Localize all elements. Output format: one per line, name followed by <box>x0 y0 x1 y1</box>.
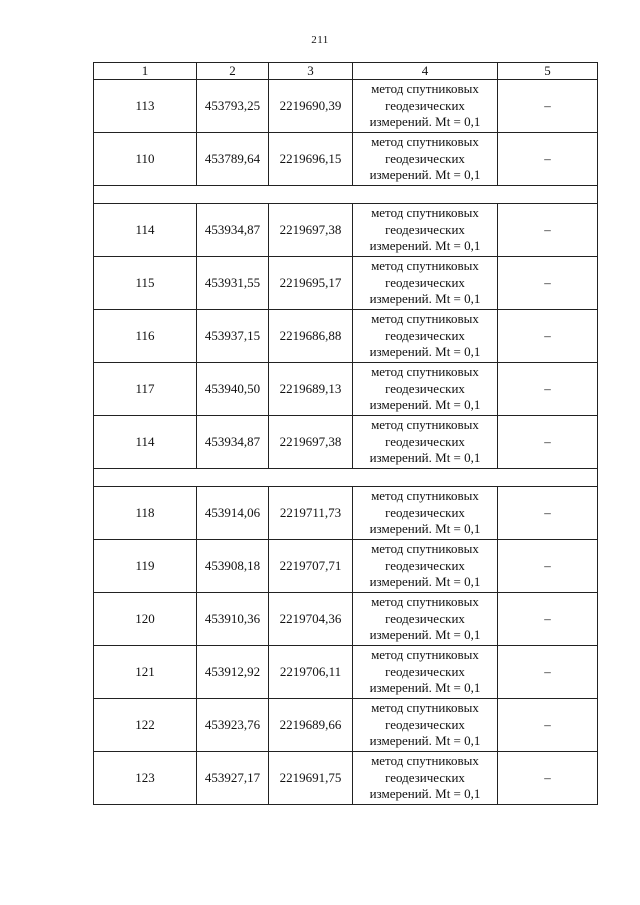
method-line: метод спутниковых <box>371 700 479 716</box>
method-cell <box>353 540 498 593</box>
method-line: метод спутниковых <box>371 311 479 327</box>
method-line: геодезических <box>385 716 465 732</box>
method-line: измерений. Mt = 0,1 <box>369 680 481 696</box>
method-line: измерений. Mt = 0,1 <box>369 238 481 254</box>
method-cell <box>353 310 498 363</box>
method-line: геодезических <box>385 433 465 449</box>
method-line: метод спутниковых <box>371 647 479 663</box>
table-row <box>94 310 598 363</box>
method-line: геодезических <box>385 221 465 237</box>
note-cell: – <box>498 257 598 310</box>
y-coordinate-cell: 2219689,66 <box>269 699 353 752</box>
group-separator-row <box>94 469 598 487</box>
table-row <box>94 363 598 416</box>
column-header-1: 1 <box>94 63 197 80</box>
method-cell <box>353 204 498 257</box>
method-cell <box>353 363 498 416</box>
y-coordinate-cell: 2219689,13 <box>269 363 353 416</box>
y-coordinate-cell: 2219706,11 <box>269 646 353 699</box>
table-row <box>94 540 598 593</box>
table-row <box>94 133 598 186</box>
method-line: геодезических <box>385 663 465 679</box>
method-line: измерений. Mt = 0,1 <box>369 344 481 360</box>
table-row <box>94 752 598 805</box>
table-row <box>94 257 598 310</box>
point-number-cell: 114 <box>94 204 197 257</box>
method-line: измерений. Mt = 0,1 <box>369 114 481 130</box>
method-line: метод спутниковых <box>371 81 479 97</box>
method-line: измерений. Mt = 0,1 <box>369 786 481 802</box>
y-coordinate-cell: 2219691,75 <box>269 752 353 805</box>
method-line: измерений. Mt = 0,1 <box>369 291 481 307</box>
point-number-cell: 115 <box>94 257 197 310</box>
group-separator-cell <box>94 186 598 204</box>
table-body <box>94 80 598 805</box>
method-line: геодезических <box>385 327 465 343</box>
point-number-cell: 121 <box>94 646 197 699</box>
note-cell: – <box>498 363 598 416</box>
method-line: метод спутниковых <box>371 541 479 557</box>
y-coordinate-cell: 2219686,88 <box>269 310 353 363</box>
method-line: измерений. Mt = 0,1 <box>369 627 481 643</box>
method-cell <box>353 752 498 805</box>
method-cell <box>353 699 498 752</box>
y-coordinate-cell: 2219711,73 <box>269 487 353 540</box>
method-line: геодезических <box>385 769 465 785</box>
point-number-cell: 110 <box>94 133 197 186</box>
x-coordinate-cell: 453923,76 <box>197 699 269 752</box>
method-line: геодезических <box>385 274 465 290</box>
method-cell <box>353 80 498 133</box>
x-coordinate-cell: 453789,64 <box>197 133 269 186</box>
y-coordinate-cell: 2219696,15 <box>269 133 353 186</box>
note-cell: – <box>498 310 598 363</box>
method-line: измерений. Mt = 0,1 <box>369 397 481 413</box>
method-line: метод спутниковых <box>371 488 479 504</box>
method-line: метод спутниковых <box>371 753 479 769</box>
point-number-cell: 123 <box>94 752 197 805</box>
coordinates-table <box>93 62 598 805</box>
method-cell <box>353 133 498 186</box>
x-coordinate-cell: 453914,06 <box>197 487 269 540</box>
method-line: геодезических <box>385 380 465 396</box>
note-cell: – <box>498 752 598 805</box>
method-line: метод спутниковых <box>371 594 479 610</box>
method-line: измерений. Mt = 0,1 <box>369 450 481 466</box>
method-cell <box>353 593 498 646</box>
x-coordinate-cell: 453934,87 <box>197 204 269 257</box>
table-row <box>94 646 598 699</box>
note-cell: – <box>498 80 598 133</box>
method-line: измерений. Mt = 0,1 <box>369 521 481 537</box>
method-line: геодезических <box>385 150 465 166</box>
x-coordinate-cell: 453931,55 <box>197 257 269 310</box>
y-coordinate-cell: 2219690,39 <box>269 80 353 133</box>
y-coordinate-cell: 2219707,71 <box>269 540 353 593</box>
point-number-cell: 113 <box>94 80 197 133</box>
method-cell <box>353 416 498 469</box>
column-header-5: 5 <box>498 63 598 80</box>
method-cell <box>353 646 498 699</box>
x-coordinate-cell: 453927,17 <box>197 752 269 805</box>
table-header-row <box>94 63 598 80</box>
table-row <box>94 593 598 646</box>
point-number-cell: 118 <box>94 487 197 540</box>
table-row <box>94 204 598 257</box>
method-cell <box>353 487 498 540</box>
point-number-cell: 120 <box>94 593 197 646</box>
page-number: 211 <box>311 34 329 46</box>
y-coordinate-cell: 2219697,38 <box>269 416 353 469</box>
group-separator-cell <box>94 469 598 487</box>
column-header-3: 3 <box>269 63 353 80</box>
point-number-cell: 114 <box>94 416 197 469</box>
table-row <box>94 416 598 469</box>
column-header-4: 4 <box>353 63 498 80</box>
group-separator-row <box>94 186 598 204</box>
method-line: метод спутниковых <box>371 258 479 274</box>
table-row <box>94 487 598 540</box>
x-coordinate-cell: 453793,25 <box>197 80 269 133</box>
method-line: метод спутниковых <box>371 205 479 221</box>
method-line: метод спутниковых <box>371 134 479 150</box>
column-header-2: 2 <box>197 63 269 80</box>
note-cell: – <box>498 133 598 186</box>
note-cell: – <box>498 204 598 257</box>
x-coordinate-cell: 453910,36 <box>197 593 269 646</box>
method-line: измерений. Mt = 0,1 <box>369 167 481 183</box>
note-cell: – <box>498 416 598 469</box>
x-coordinate-cell: 453934,87 <box>197 416 269 469</box>
point-number-cell: 122 <box>94 699 197 752</box>
note-cell: – <box>498 593 598 646</box>
method-line: измерений. Mt = 0,1 <box>369 574 481 590</box>
method-line: измерений. Mt = 0,1 <box>369 733 481 749</box>
note-cell: – <box>498 699 598 752</box>
method-line: геодезических <box>385 97 465 113</box>
method-line: геодезических <box>385 504 465 520</box>
method-line: метод спутниковых <box>371 417 479 433</box>
note-cell: – <box>498 487 598 540</box>
point-number-cell: 119 <box>94 540 197 593</box>
x-coordinate-cell: 453937,15 <box>197 310 269 363</box>
note-cell: – <box>498 540 598 593</box>
method-line: метод спутниковых <box>371 364 479 380</box>
method-line: геодезических <box>385 557 465 573</box>
y-coordinate-cell: 2219704,36 <box>269 593 353 646</box>
table-row <box>94 80 598 133</box>
point-number-cell: 117 <box>94 363 197 416</box>
note-cell: – <box>498 646 598 699</box>
y-coordinate-cell: 2219697,38 <box>269 204 353 257</box>
x-coordinate-cell: 453908,18 <box>197 540 269 593</box>
table-row <box>94 699 598 752</box>
x-coordinate-cell: 453912,92 <box>197 646 269 699</box>
point-number-cell: 116 <box>94 310 197 363</box>
x-coordinate-cell: 453940,50 <box>197 363 269 416</box>
y-coordinate-cell: 2219695,17 <box>269 257 353 310</box>
method-line: геодезических <box>385 610 465 626</box>
method-cell <box>353 257 498 310</box>
